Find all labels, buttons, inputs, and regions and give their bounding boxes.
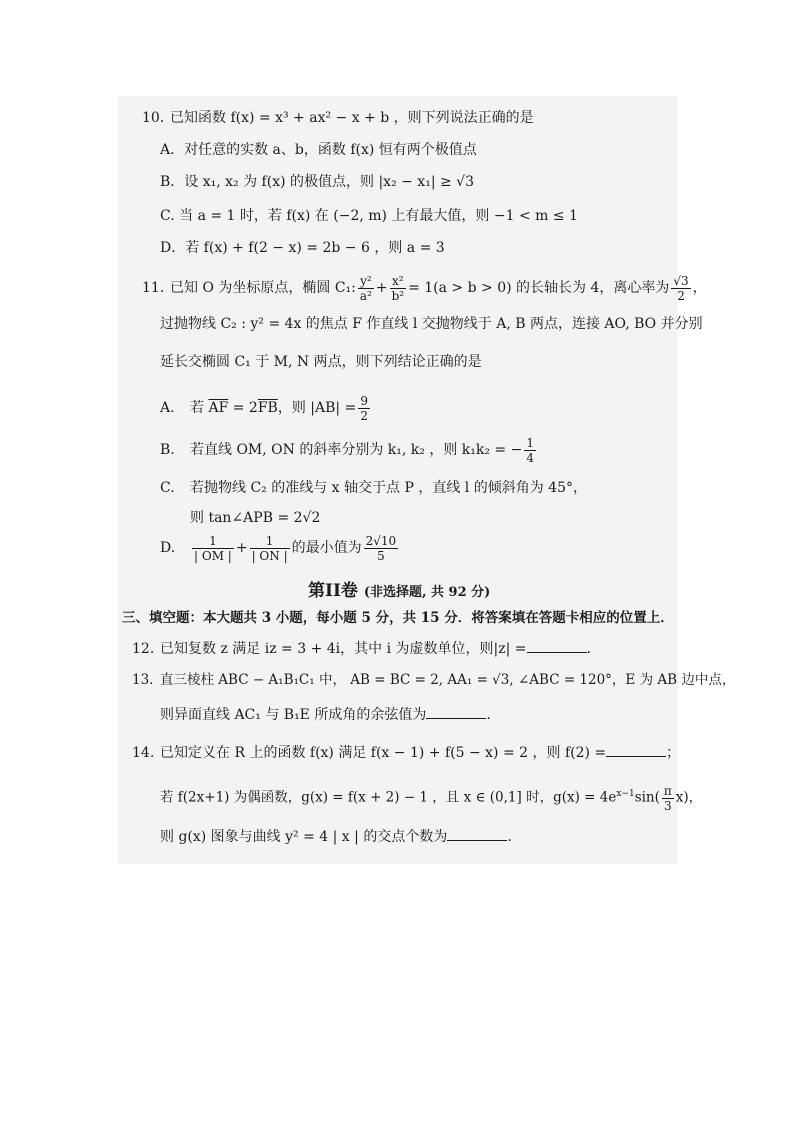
q11-a-tail: ，则 |AB| = bbox=[277, 400, 357, 416]
q11-option-d bbox=[160, 532, 400, 564]
q11-stem-c: ， bbox=[692, 280, 707, 296]
q14-line1-end: ； bbox=[666, 745, 681, 761]
q11-d-frac1 bbox=[192, 534, 234, 563]
q11-a-den: 2 bbox=[360, 408, 368, 423]
q11-c-text: 若抛物线 C₂ 的准线与 x 轴交于点 P ，直线 l 的倾斜角为 45°， bbox=[190, 480, 587, 496]
q11-d-n2: 1 bbox=[250, 534, 290, 549]
q14-answer-blank-1[interactable] bbox=[606, 742, 666, 757]
q10-option-a: A．对任意的实数 a、b，函数 f(x) 恒有两个极值点 bbox=[160, 142, 477, 158]
q10-option-d: D．若 f(x) + f(2 − x) = 2b − 6 ，则 a = 3 bbox=[160, 240, 445, 256]
q14-pi: π bbox=[663, 783, 672, 798]
q13-line1 bbox=[132, 670, 735, 690]
q11-d-mid: 的最小值为 bbox=[291, 540, 362, 556]
q11-b-text: 若直线 OM, ON 的斜率分别为 k₁, k₂ ，则 k₁k₂ = − bbox=[190, 442, 523, 458]
q14-exponent: x−1 bbox=[616, 789, 635, 799]
q11-d-label: D. bbox=[160, 540, 176, 556]
q11-b-den: 4 bbox=[526, 450, 534, 465]
q14-end: . bbox=[507, 829, 512, 845]
q13-line1-text: 直三棱柱 ABC − A₁B₁C₁ 中， AB = BC = 2, AA₁ = √3, ∠ABC = 120°，E 为 AB 边中点， bbox=[160, 672, 736, 688]
q11-a-mid: = 2 bbox=[232, 400, 258, 416]
ellipse-x-fraction bbox=[390, 274, 407, 303]
q11-b-num: 1 bbox=[526, 435, 534, 450]
q11-option-b bbox=[160, 434, 538, 466]
q10-number: 10． bbox=[142, 110, 174, 126]
q14-line2-c: x)， bbox=[675, 789, 703, 806]
q14-line2-b: sin( bbox=[634, 789, 660, 806]
q11-option-c bbox=[160, 478, 587, 498]
eccentricity-fraction bbox=[671, 274, 690, 303]
vector-af: $\overline{AF}$ bbox=[208, 400, 229, 416]
section-title-sub: (非选择题, 共 92 分) bbox=[363, 585, 491, 600]
q13-end: . bbox=[486, 707, 491, 723]
q14-line3 bbox=[160, 826, 512, 847]
q11-a-text: 若 bbox=[190, 400, 204, 416]
ellipse-b: b² bbox=[391, 288, 405, 303]
q14-line2-a: 若 f(2x+1) 为偶函数，g(x) = f(x + 2) − 1 ，且 x ∈ (0,1] 时，g(x) = 4e bbox=[160, 789, 617, 806]
q13-number: 13. bbox=[132, 672, 154, 688]
q12 bbox=[132, 638, 591, 659]
q11-line3: 延长交椭圆 C₁ 于 M, N 两点，则下列结论正确的是 bbox=[160, 354, 482, 370]
q10-stem bbox=[142, 108, 534, 128]
ellipse-y: y² bbox=[358, 274, 374, 289]
q11-a-fraction bbox=[358, 394, 370, 423]
q11-d-answer-fraction bbox=[364, 534, 399, 563]
q11-d-d1: | OM | bbox=[194, 548, 232, 563]
q11-stem: 11. 已知 O 为坐标原点，椭圆 C₁: $\frac{\text{y²}}{\text{a²}}$ + $\frac{\text{x²}}{\text{b²}}$ = 1(a > b > 0) 的长轴长为 4，离心率为 $\frac{√3}{2}$ ， bbox=[142, 273, 707, 303]
q11-b-fraction bbox=[524, 436, 536, 465]
q11-a-num: 9 bbox=[360, 393, 368, 408]
q10-option-b: B．设 x₁, x₂ 为 f(x) 的极值点，则 |x₂ − x₁| ≥ √3 bbox=[160, 174, 474, 190]
q14-pi-fraction bbox=[662, 784, 674, 813]
q11-number: 11. bbox=[142, 280, 165, 296]
q14-line1 bbox=[132, 742, 680, 763]
q12-answer-blank[interactable] bbox=[527, 638, 587, 653]
section-title-main: 第II卷 bbox=[308, 581, 358, 601]
q11-option-a bbox=[160, 392, 372, 424]
q14-line1-text: 已知定义在 R 上的函数 f(x) 满足 f(x − 1) + f(5 − x) = 2 ，则 f(2) = bbox=[160, 745, 607, 761]
q11-d-n1: 1 bbox=[192, 534, 234, 549]
ecc-den: 2 bbox=[677, 288, 685, 303]
ellipse-a: a² bbox=[359, 288, 372, 303]
q13-answer-blank[interactable] bbox=[426, 704, 486, 719]
ellipse-x: x² bbox=[390, 274, 407, 289]
q10-stem-text: 已知函数 f(x) = x³ + ax² − x + b ，则下列说法正确的是 bbox=[170, 110, 534, 126]
q13-line2 bbox=[160, 704, 491, 725]
q13-line2-text: 则异面直线 AC₁ 与 B₁E 所成角的余弦值为 bbox=[160, 707, 427, 723]
q11-d-plus: + bbox=[235, 540, 248, 556]
section-title bbox=[308, 576, 490, 601]
q11-d-d2: | ON | bbox=[251, 548, 288, 563]
q11-d-frac2 bbox=[250, 534, 290, 563]
ecc-num: √3 bbox=[673, 273, 689, 288]
q10-option-c: C. 当 a = 1 时，若 f(x) 在 (−2, m) 上有最大值，则 −1 < m ≤ 1 bbox=[160, 208, 578, 224]
q11-a-label: A. bbox=[160, 400, 175, 416]
q12-end: . bbox=[586, 641, 591, 657]
q14-answer-blank-2[interactable] bbox=[447, 826, 507, 841]
q11-line2: 过抛物线 C₂ : y² = 4x 的焦点 F 作直线 l 交抛物线于 A, B 两点，连接 AO, BO 并分别 bbox=[160, 316, 703, 332]
q11-option-c-line2: 则 tan∠APB = 2√2 bbox=[190, 510, 321, 526]
q11-stem-b: = 1(a > b > 0) 的长轴长为 4，离心率为 bbox=[408, 280, 670, 296]
q11-d-num: 2√10 bbox=[365, 533, 397, 548]
q14-three: 3 bbox=[664, 798, 672, 813]
q14-line2 bbox=[160, 778, 702, 814]
q14-line3-text: 则 g(x) 图象与曲线 y² = 4 | x | 的交点个数为 bbox=[160, 829, 448, 845]
q11-stem-a: 已知 O 为坐标原点，椭圆 C₁: bbox=[170, 280, 356, 296]
part-three-heading: 三、填空题：本大题共 3 小题，每小题 5 分，共 15 分．将答案填在答题卡相应的位置上． bbox=[122, 610, 674, 626]
q12-number: 12. bbox=[132, 641, 155, 657]
q12-text: 已知复数 z 满足 iz = 3 + 4i，其中 i 为虚数单位，则|z| = bbox=[160, 641, 527, 657]
vector-fb: $\overline{FB}$ bbox=[257, 400, 278, 416]
q11-b-label: B. bbox=[160, 442, 175, 458]
q14-number: 14. bbox=[132, 745, 155, 761]
ellipse-y-fraction bbox=[358, 274, 374, 303]
q11-d-den: 5 bbox=[377, 548, 385, 563]
q11-c-label: C. bbox=[160, 480, 175, 496]
